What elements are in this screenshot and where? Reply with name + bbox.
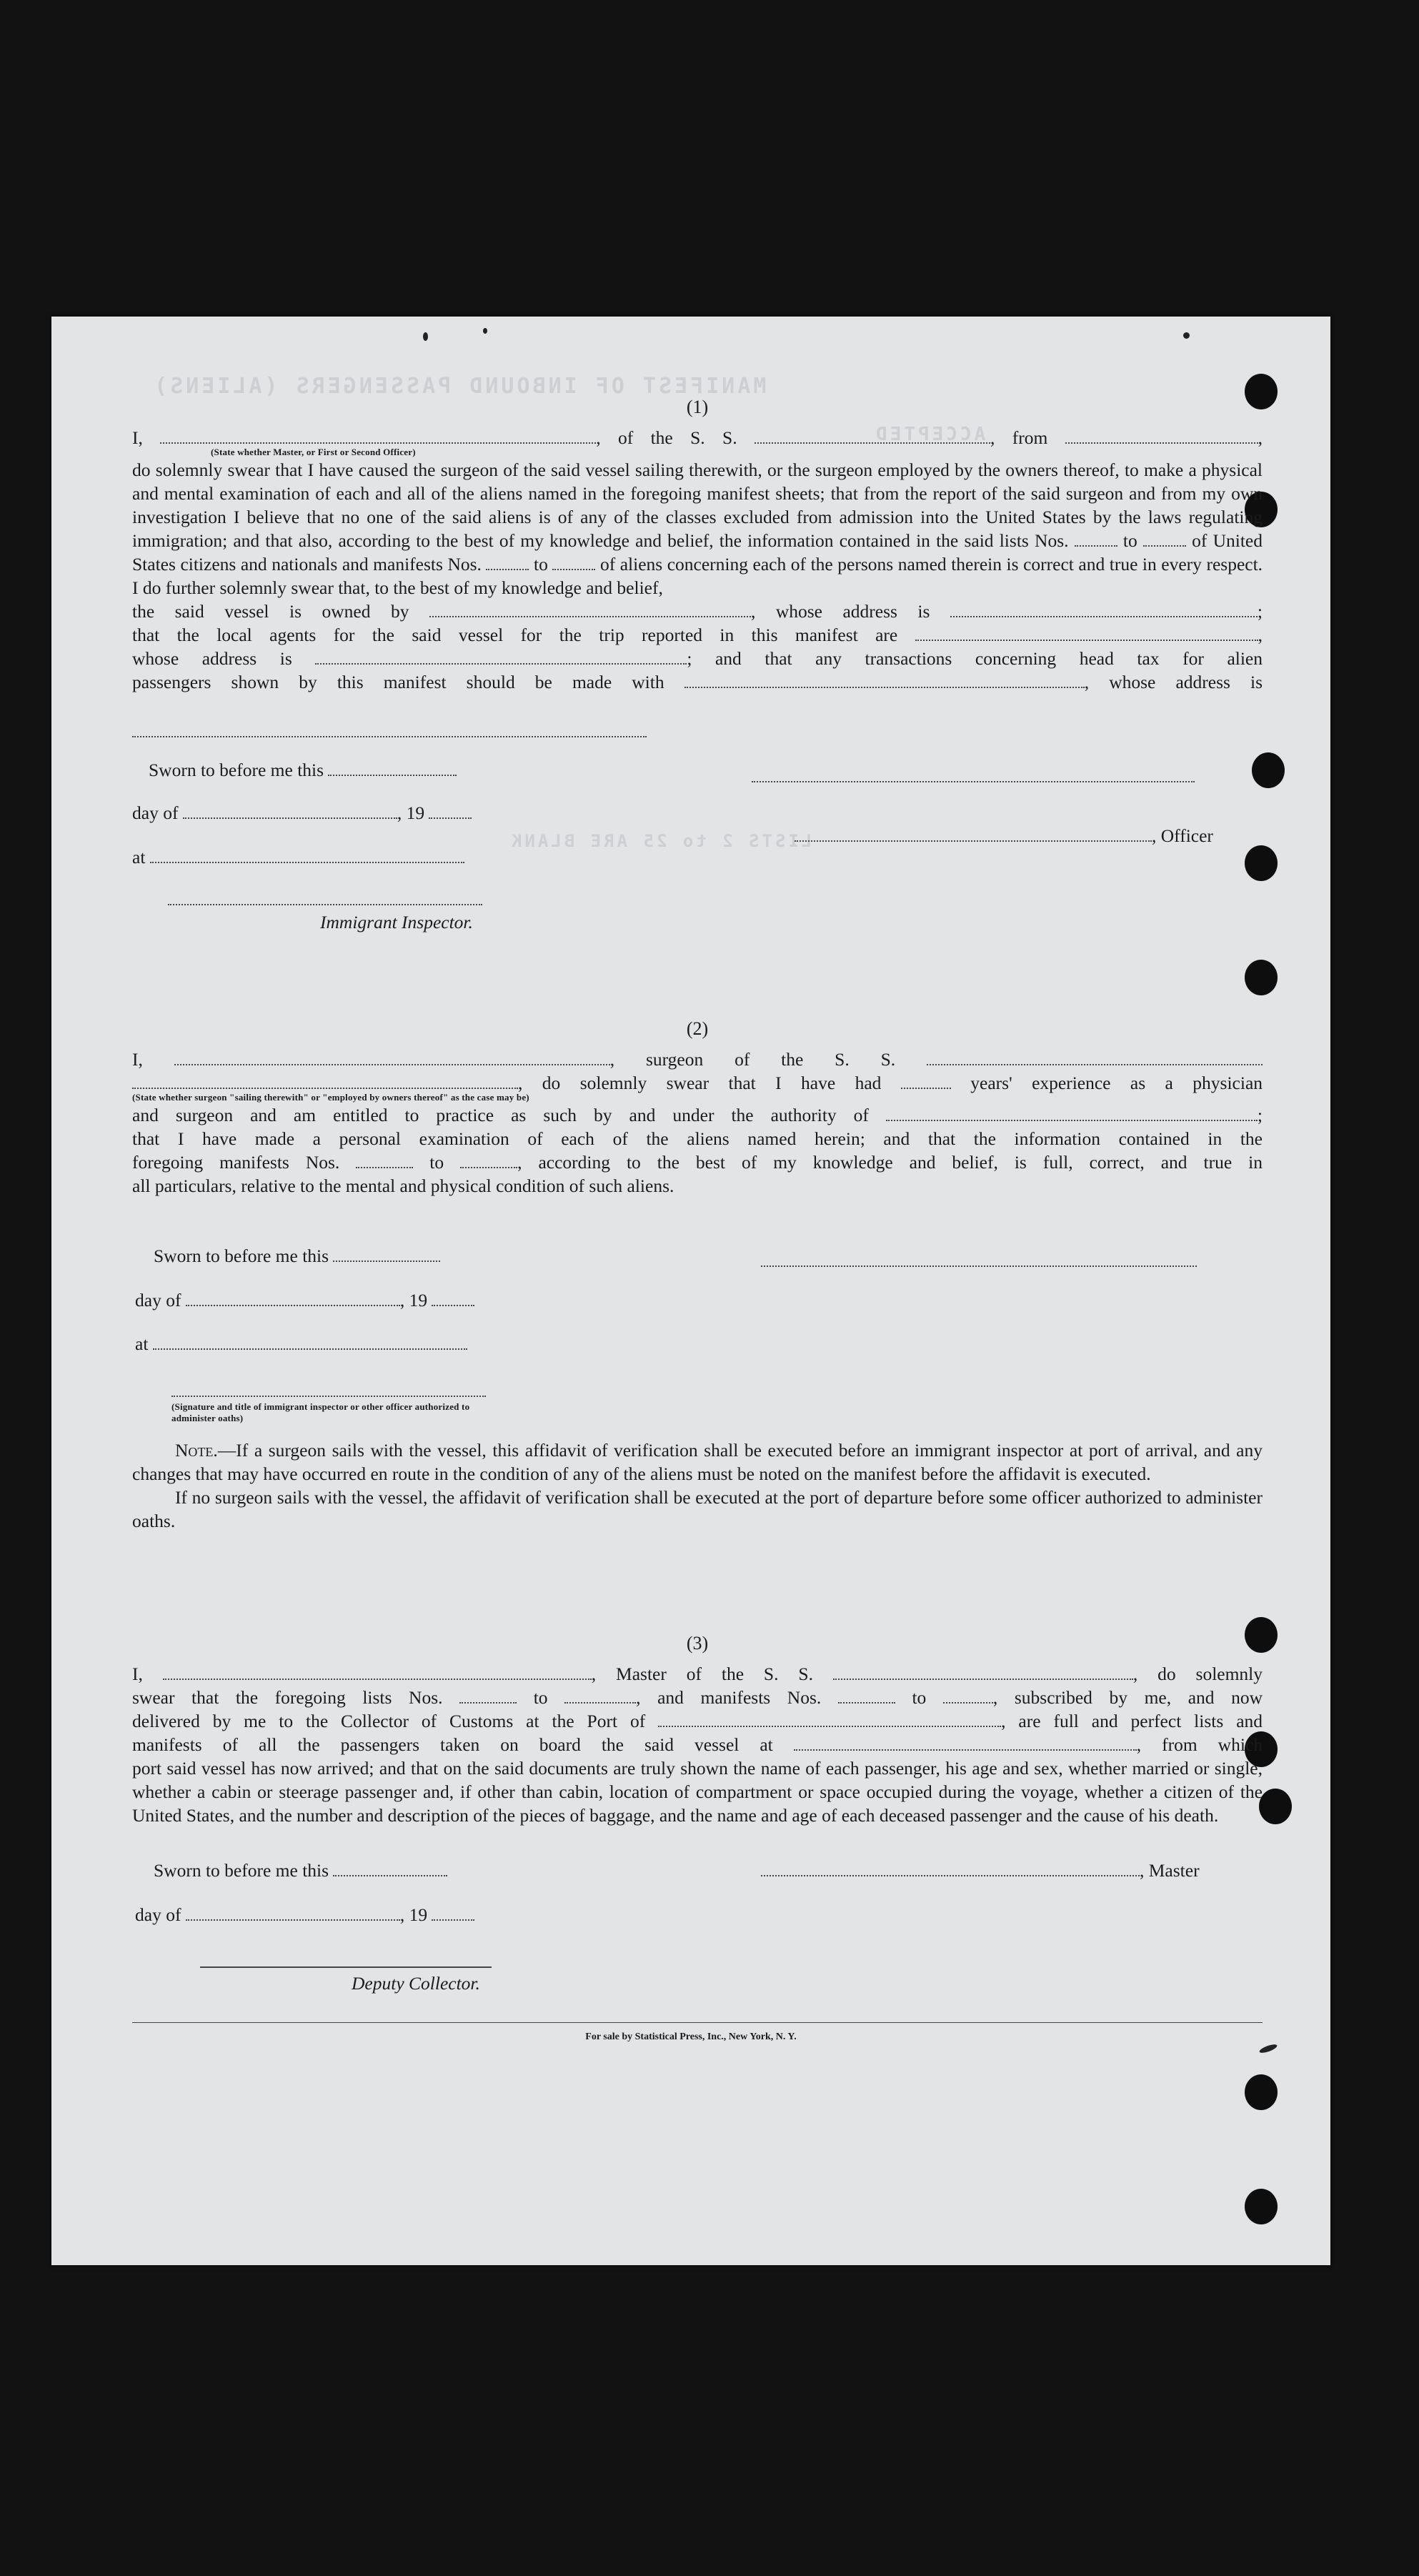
- manifests-line: [132, 1150, 1263, 1174]
- text: , subscribed by me, and now: [992, 1687, 1263, 1708]
- head-tax-line: [132, 647, 1263, 670]
- sworn-row: [154, 1860, 447, 1881]
- body-paragraph: [132, 458, 1263, 600]
- address-continuation-line: [132, 736, 647, 737]
- text: , and manifests Nos.: [636, 1687, 822, 1708]
- master-name-field[interactable]: [163, 1664, 592, 1680]
- day-of-row: [135, 1904, 474, 1926]
- text: (Signature and title of immigrant inspector or other officer authorized to administer oaths): [171, 1401, 470, 1423]
- text: , do solemnly: [1132, 1664, 1263, 1684]
- at-row: [135, 1333, 467, 1355]
- affidavit-master-delivery: [132, 1631, 1263, 1827]
- year-field[interactable]: [432, 1905, 474, 1921]
- surgeon-signature-line: [761, 1265, 1197, 1267]
- master-line: I, , of the S. S. , from ,: [132, 427, 1263, 448]
- text: the said vessel is owned by: [132, 601, 409, 622]
- port-line: [132, 1709, 1263, 1733]
- text: , Master: [1140, 1860, 1200, 1881]
- month-field[interactable]: [186, 1905, 400, 1921]
- text: I,: [132, 1049, 143, 1070]
- punch-hole: [1245, 960, 1278, 995]
- text: delivered by me to the Collector of Customs at the Port of: [132, 1711, 646, 1731]
- particulars-line: all particulars, relative to the mental and physical condition of such aliens.: [132, 1175, 674, 1196]
- text: ; and that any transactions concerning head tax for alien: [687, 648, 1263, 669]
- text: , surgeon of the S. S.: [609, 1049, 896, 1070]
- surgeon-status-field[interactable]: [132, 1073, 518, 1089]
- text: , Master of the S. S.: [591, 1664, 813, 1684]
- year-field[interactable]: [429, 803, 472, 819]
- manifests-to-field[interactable]: [943, 1688, 993, 1704]
- text: —If a surgeon sails with the vessel, this affidavit of verification shall be executed before an immigrant inspector at port of arrival, and any changes that may have occurred en route in the condition of any of the aliens must be noted on the manifest before the affidavit is executed.: [132, 1440, 1263, 1484]
- text: do solemnly swear that I have caused the surgeon of the said vessel sailing therewith, or the surgeon employed by the owners thereof, to make a physical and mental examination of each and all of the aliens named in the foregoing manifest sheets; that from the report of the said surgeon and from my own investigation I believe that no one of the said aliens is of any of the classes excluded from admission into the United States by the laws regulating immigration; and that also, according to the best of my knowledge and belief, the information contained in the said lists Nos.: [132, 459, 1263, 551]
- collector-title: Deputy Collector.: [352, 1973, 480, 1994]
- text: day of: [135, 1904, 181, 1925]
- text: , 19: [397, 802, 425, 823]
- years-field[interactable]: [901, 1073, 951, 1089]
- note-block: [132, 1438, 1263, 1533]
- head-tax-party-field[interactable]: [684, 672, 1085, 688]
- text: at: [135, 1333, 149, 1354]
- text: Sworn to before me this: [154, 1860, 329, 1881]
- lists-from-field[interactable]: [1075, 531, 1117, 547]
- note-paragraph: [132, 1438, 1263, 1486]
- place-field[interactable]: [150, 847, 464, 863]
- text: to: [429, 1152, 444, 1173]
- text: , are full and perfect lists and: [1001, 1711, 1263, 1731]
- signature-caption: [171, 1401, 486, 1424]
- manifests-to-field[interactable]: [460, 1153, 517, 1168]
- master-signature-row: [761, 1860, 1200, 1881]
- vessel-name-field[interactable]: [927, 1050, 1263, 1065]
- ink-speck: [1258, 2043, 1278, 2054]
- ink-speck: [423, 332, 428, 341]
- lists-to-field[interactable]: [564, 1688, 636, 1704]
- authority-field[interactable]: [886, 1105, 1258, 1121]
- port-field[interactable]: [658, 1711, 1001, 1727]
- text: day of: [132, 802, 179, 823]
- text: that I have made a personal examination of each of the aliens named herein; and that the information contained in the: [132, 1128, 1263, 1149]
- text: , whose address is: [750, 601, 930, 622]
- text: to: [912, 1687, 927, 1708]
- text: I,: [132, 1664, 143, 1684]
- text: , whose address is: [1084, 672, 1263, 692]
- bleed-through-text: ACCEPTED: [873, 424, 986, 445]
- field-caption: (State whether Master, or First or Second Officer): [211, 447, 416, 457]
- month-field[interactable]: [186, 1291, 400, 1306]
- year-field[interactable]: [432, 1291, 474, 1306]
- text: that the local agents for the said vessel for the trip reported in this manifest are: [132, 625, 898, 645]
- collector-signature-line: [200, 1966, 492, 1968]
- punch-hole: [1259, 1789, 1292, 1824]
- text: , according to the best of my knowledge and belief, is full, correct, and true in: [517, 1152, 1263, 1173]
- bleed-through-text: LISTS 2 to 25 ARE BLANK: [509, 831, 812, 851]
- passengers-line: [132, 670, 1263, 694]
- exam-line: [132, 1127, 1263, 1150]
- text: Note.: [175, 1440, 218, 1461]
- text: , 19: [399, 1904, 428, 1925]
- text: to: [1122, 530, 1137, 551]
- place-field[interactable]: [153, 1334, 467, 1350]
- text: swear that the foregoing lists Nos.: [132, 1687, 443, 1708]
- text: day of: [135, 1290, 181, 1311]
- text: ;: [1257, 1105, 1263, 1125]
- surgeon-line: [132, 1048, 1263, 1071]
- embark-port-field[interactable]: [794, 1735, 1137, 1751]
- manifests-to-field[interactable]: [552, 555, 595, 570]
- manifests-from-field[interactable]: [356, 1153, 413, 1168]
- manifests-from-field[interactable]: [486, 555, 529, 570]
- text: foregoing manifests Nos.: [132, 1152, 340, 1173]
- manifest-page: [51, 317, 1330, 2265]
- affidavit-master: [132, 395, 1263, 694]
- lists-from-field[interactable]: [459, 1688, 517, 1704]
- inspector-title: Immigrant Inspector.: [320, 912, 473, 933]
- punch-hole: [1245, 2074, 1278, 2110]
- text: , do solemnly swear that I have had: [518, 1073, 882, 1093]
- master-line: [132, 1662, 1263, 1686]
- text: Sworn to before me this: [154, 1245, 329, 1266]
- text: I,: [132, 427, 143, 448]
- sworn-row: [149, 760, 457, 781]
- from-port-field[interactable]: [1065, 428, 1258, 444]
- text: to: [533, 1687, 548, 1708]
- punch-hole: [1252, 752, 1285, 788]
- lists-line: [132, 1686, 1263, 1709]
- ink-speck: [1183, 332, 1190, 339]
- text: of aliens concerning each of the persons named therein is correct and true in every respect. I do further solemnly swear that, to the best of my knowledge and belief,: [132, 554, 1263, 598]
- footer-rule: [132, 2022, 1263, 2023]
- sworn-day-field[interactable]: [333, 1861, 447, 1876]
- bleed-through-text: MANIFEST OF INBOUND PASSENGERS (ALIENS): [151, 374, 767, 399]
- text: years' experience as a physician: [970, 1073, 1263, 1093]
- owner-address-field[interactable]: [950, 602, 1258, 617]
- authority-line: [132, 1103, 1263, 1127]
- officer-name-field[interactable]: [160, 428, 596, 444]
- sworn-day-field[interactable]: [328, 760, 457, 776]
- officer-row: [795, 825, 1213, 847]
- master-signature-field[interactable]: [761, 1861, 1140, 1876]
- embark-line: [132, 1733, 1263, 1756]
- inspector-signature-line: [168, 904, 482, 905]
- text: manifests of all the passengers taken on board the said vessel at: [132, 1734, 773, 1755]
- inspector-signature-line: [171, 1396, 486, 1397]
- punch-hole: [1245, 2189, 1278, 2224]
- body-paragraph: port said vessel has now arrived; and that on the said documents are truly shown the name of each passenger, his age and sex, whether married or single, whether a cabin or steerage passenger and, if other than cabin, location of compartment or space occupied during the voyage, whether a citizen of the United States, and the number and description of the pieces of baggage, and the name and age of each deceased passenger and the cause of his death.: [132, 1758, 1263, 1826]
- section-number: (1): [686, 397, 709, 417]
- affidavit-surgeon: [132, 1017, 1263, 1198]
- section-number: (2): [686, 1018, 709, 1039]
- publisher-footer: For sale by Statistical Press, Inc., New York, N. Y.: [585, 2032, 797, 2042]
- sworn-row: [154, 1245, 440, 1267]
- note-paragraph-2: If no surgeon sails with the vessel, the affidavit of verification shall be executed at the port of departure before some officer authorized to administer oaths.: [132, 1487, 1263, 1531]
- manifests-from-field[interactable]: [838, 1688, 895, 1704]
- text: , Officer: [1152, 825, 1213, 846]
- text: whose address is: [132, 648, 292, 669]
- local-agents-line: that the local agents for the said vessel for the trip reported in this manifest are ,: [132, 625, 1263, 645]
- text: , from: [990, 427, 1048, 448]
- agents-field[interactable]: [915, 625, 1258, 641]
- text: at: [132, 847, 146, 867]
- vessel-name-field[interactable]: [755, 428, 990, 444]
- text: and surgeon and am entitled to practice as such by and under the authority of: [132, 1105, 869, 1125]
- signature-line: [752, 781, 1195, 782]
- ink-speck: [483, 328, 487, 334]
- at-row: [132, 847, 464, 868]
- officer-signature-field[interactable]: [795, 826, 1152, 842]
- text: passengers shown by this manifest should be made with: [132, 672, 664, 692]
- text: , 19: [399, 1290, 428, 1311]
- surgeon-name-field[interactable]: [174, 1050, 610, 1065]
- day-of-row: [132, 802, 472, 824]
- lists-to-field[interactable]: [1143, 531, 1186, 547]
- text: , from which: [1136, 1734, 1263, 1755]
- text: Sworn to before me this: [149, 760, 324, 780]
- punch-hole: [1245, 845, 1278, 881]
- section-number: (3): [686, 1633, 709, 1653]
- text: to: [534, 554, 548, 575]
- day-of-row: [135, 1290, 474, 1311]
- text: , of the S. S.: [596, 427, 737, 448]
- text: of United States citizens and nationals and manifests Nos.: [132, 530, 1263, 575]
- field-caption: (State whether surgeon "sailing therewith" or "employed by owners thereof" as the case may be): [132, 1092, 529, 1103]
- owner-field[interactable]: [429, 602, 751, 617]
- agents-address-field[interactable]: [315, 649, 687, 665]
- month-field[interactable]: [183, 803, 397, 819]
- vessel-name-field[interactable]: [833, 1664, 1133, 1680]
- owned-by-line: the said vessel is owned by , whose address is ;: [132, 601, 1263, 622]
- sworn-day-field[interactable]: [333, 1246, 440, 1262]
